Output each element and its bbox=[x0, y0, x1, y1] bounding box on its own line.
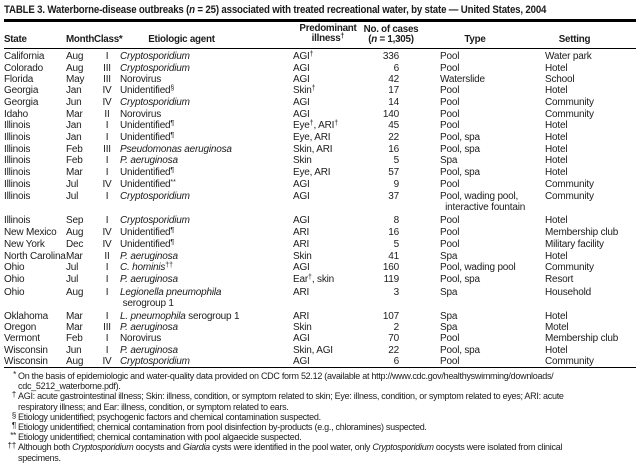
table-row bbox=[4, 109, 636, 120]
cell-setting: Hotel bbox=[545, 250, 568, 262]
cell-cases: 336 bbox=[382, 50, 399, 62]
cell-month: Jul bbox=[66, 274, 79, 286]
cell-type: Spa bbox=[440, 322, 458, 334]
table-body bbox=[4, 48, 636, 367]
cell-cases: 9 bbox=[393, 178, 399, 190]
cell-illness: Skin bbox=[293, 322, 312, 334]
cell-cases: 140 bbox=[382, 108, 399, 120]
cell-illness: Eye, ARI bbox=[293, 131, 331, 143]
cell-cases: 5 bbox=[393, 238, 399, 250]
cell-type: Pool bbox=[440, 333, 460, 345]
cell-setting: Hotel bbox=[545, 344, 568, 356]
cell-state: Vermont bbox=[4, 333, 40, 345]
cell-state: Illinois bbox=[4, 215, 31, 227]
footnote bbox=[5, 422, 636, 432]
cell-state: Illinois bbox=[4, 178, 31, 190]
cell-illness: Eye†, ARI† bbox=[293, 119, 339, 131]
cell-type: Pool bbox=[440, 178, 460, 190]
table-row bbox=[4, 48, 636, 63]
footnotes bbox=[5, 371, 636, 463]
cell-cases: 57 bbox=[388, 166, 399, 178]
cell-setting: Community bbox=[545, 355, 594, 367]
cell-class: IV bbox=[102, 355, 112, 367]
cell-class: I bbox=[105, 119, 109, 131]
cell-class: III bbox=[103, 73, 111, 85]
cell-type: Pool bbox=[440, 50, 460, 62]
cell-class: I bbox=[105, 50, 109, 62]
cell-state: North Carolina bbox=[4, 250, 66, 262]
cell-agent: Cryptosporidium bbox=[120, 190, 190, 202]
cell-cases: 14 bbox=[388, 97, 399, 109]
table-header bbox=[4, 22, 636, 49]
cell-class: II bbox=[104, 108, 110, 120]
cell-class: I bbox=[105, 155, 109, 167]
cell-class: I bbox=[105, 131, 109, 143]
cell-cases: 6 bbox=[393, 355, 399, 367]
table-row bbox=[4, 132, 636, 144]
cell-month: Jan bbox=[66, 119, 82, 131]
footnote-text: Although both Cryptosporidium oocysts and Giardia cysts were identified in the pool water, only Cryptosporidium oocysts were isolated from clinical specimens. bbox=[18, 442, 563, 463]
table-row bbox=[4, 85, 636, 97]
table-row bbox=[4, 120, 636, 132]
column-header-state: State bbox=[4, 22, 66, 49]
footnote bbox=[5, 412, 636, 422]
cell-agent: P. aeruginosa bbox=[120, 155, 178, 167]
table-row bbox=[4, 311, 636, 322]
cell-month: Aug bbox=[66, 62, 84, 74]
cell-setting: Membership club bbox=[545, 333, 619, 345]
table-row bbox=[4, 287, 636, 311]
cell-month: Jan bbox=[66, 85, 82, 97]
column-header-type: Type bbox=[419, 22, 531, 49]
footnote bbox=[5, 371, 636, 391]
cell-type: Pool bbox=[440, 108, 460, 120]
table-row bbox=[4, 215, 636, 226]
cell-class: I bbox=[105, 344, 109, 356]
cell-illness: Ear†, skin bbox=[293, 274, 335, 286]
cell-setting: School bbox=[545, 73, 575, 85]
cell-setting: Hotel bbox=[545, 215, 568, 227]
cell-state: Illinois bbox=[4, 190, 31, 202]
column-header-no-of-cases: No. of cases (n = 1,305) bbox=[363, 22, 419, 49]
cell-month: Aug bbox=[66, 286, 84, 298]
cell-setting: Hotel bbox=[545, 310, 568, 322]
cell-state: New Mexico bbox=[4, 226, 57, 238]
cell-illness: ARI bbox=[293, 310, 310, 322]
cell-cases: 37 bbox=[388, 190, 399, 202]
cell-agent: Unidentified** bbox=[120, 178, 176, 190]
cell-cases: 119 bbox=[383, 274, 399, 286]
cell-setting: Hotel bbox=[545, 144, 568, 156]
cell-illness: AGI bbox=[293, 333, 310, 345]
cell-type: Pool, wading pool bbox=[440, 262, 516, 274]
cell-setting: Membership club bbox=[545, 226, 619, 238]
cell-agent: P. aeruginosa bbox=[120, 344, 178, 356]
cell-agent: Legionella pneumophila serogroup 1 bbox=[120, 286, 222, 309]
cell-type: Pool bbox=[440, 119, 460, 131]
table-row bbox=[4, 191, 636, 215]
cell-cases: 22 bbox=[388, 131, 399, 143]
cell-state: Illinois bbox=[4, 119, 31, 131]
cell-setting: Motel bbox=[545, 322, 569, 334]
cell-agent: C. hominis†† bbox=[120, 262, 174, 274]
cell-setting: Hotel bbox=[545, 119, 568, 131]
table-row bbox=[4, 262, 636, 274]
cell-type: Pool, spa bbox=[440, 274, 480, 286]
cell-agent: Norovirus bbox=[120, 108, 161, 120]
cell-class: III bbox=[103, 144, 111, 156]
cell-state: Illinois bbox=[4, 131, 31, 143]
cell-setting: Community bbox=[545, 178, 594, 190]
footnote-marker: § bbox=[11, 410, 16, 420]
cell-agent: Norovirus bbox=[120, 333, 161, 345]
cell-setting: Water park bbox=[545, 50, 592, 62]
cell-setting: Household bbox=[545, 286, 592, 298]
cell-type: Pool, spa bbox=[440, 144, 480, 156]
cell-type: Pool bbox=[440, 215, 460, 227]
table-row bbox=[4, 251, 636, 262]
footnote bbox=[5, 391, 636, 411]
cell-type: Pool bbox=[440, 85, 460, 97]
cell-month: Jun bbox=[66, 344, 82, 356]
footnote-marker: * bbox=[13, 369, 16, 379]
cell-month: Mar bbox=[66, 322, 83, 334]
footnote-marker: ** bbox=[10, 431, 16, 441]
cell-month: Mar bbox=[66, 310, 83, 322]
cell-class: I bbox=[105, 286, 109, 298]
cell-agent: Unidentified¶ bbox=[120, 226, 175, 238]
cell-agent: Cryptosporidium bbox=[120, 215, 190, 227]
cell-state: Wisconsin bbox=[4, 355, 48, 367]
cell-class: I bbox=[105, 310, 109, 322]
table-row bbox=[4, 239, 636, 251]
cell-setting: Hotel bbox=[545, 131, 568, 143]
cell-illness: AGI bbox=[293, 262, 310, 274]
cell-illness: Skin† bbox=[293, 85, 316, 97]
cell-type: Spa bbox=[440, 155, 458, 167]
table-title: TABLE 3. Waterborne-disease outbreaks (n = 25) associated with treated recreational water, by state — United States, 2004 bbox=[4, 4, 547, 16]
table-row bbox=[4, 74, 636, 85]
cell-state: New York bbox=[4, 238, 45, 250]
cell-class: I bbox=[105, 215, 109, 227]
footnote-text: On the basis of epidemiologic and water-quality data provided on CDC form 52.12 (available at http://www.cdc.gov/healthyswimming/downloads/ cdc_5212_waterborne.pdf). bbox=[18, 370, 554, 392]
cell-agent: Unidentified¶ bbox=[120, 238, 175, 250]
column-header-etiologic-agent: Etiologic agent bbox=[120, 22, 285, 49]
cell-state: Illinois bbox=[4, 144, 31, 156]
cell-class: IV bbox=[102, 226, 112, 238]
cell-illness: ARI bbox=[293, 286, 310, 298]
cell-agent: P. aeruginosa bbox=[120, 274, 178, 286]
cell-type: Waterslide bbox=[440, 73, 485, 85]
table-row bbox=[4, 227, 636, 239]
footnote bbox=[5, 442, 636, 462]
cell-illness: AGI bbox=[293, 97, 310, 109]
cell-month: Aug bbox=[66, 355, 84, 367]
cell-setting: Hotel bbox=[545, 85, 568, 97]
cell-class: III bbox=[103, 62, 111, 74]
footnote-marker: †† bbox=[7, 441, 16, 451]
cell-class: I bbox=[105, 190, 109, 202]
cell-agent: P. aeruginosa bbox=[120, 322, 178, 334]
cell-month: Jul bbox=[66, 178, 79, 190]
cell-state: Illinois bbox=[4, 166, 31, 178]
footnote-marker: † bbox=[11, 390, 16, 400]
cell-cases: 6 bbox=[393, 62, 399, 74]
cell-type: Pool bbox=[440, 97, 460, 109]
column-header-predominant-illness: Predominant illness† bbox=[285, 22, 363, 49]
column-header-class: Class* bbox=[94, 22, 120, 49]
cell-state: Wisconsin bbox=[4, 344, 48, 356]
cell-class: I bbox=[105, 274, 109, 286]
cell-setting: Community bbox=[545, 262, 594, 274]
cell-month: Jul bbox=[66, 262, 79, 274]
cell-state: Illinois bbox=[4, 155, 31, 167]
cell-setting: Community bbox=[545, 108, 594, 120]
cell-month: May bbox=[66, 73, 85, 85]
cell-agent: Unidentified¶ bbox=[120, 166, 175, 178]
cell-month: Feb bbox=[66, 155, 83, 167]
column-header-month: Month bbox=[66, 22, 94, 49]
cell-setting: Hotel bbox=[545, 155, 568, 167]
cell-cases: 2 bbox=[393, 322, 399, 334]
cell-month: Mar bbox=[66, 166, 83, 178]
cell-state: Georgia bbox=[4, 85, 39, 97]
cell-illness: AGI bbox=[293, 355, 310, 367]
cell-agent: Unidentified§ bbox=[120, 85, 175, 97]
cell-class: IV bbox=[102, 178, 112, 190]
cell-agent: L. pneumophila serogroup 1 bbox=[120, 310, 240, 322]
cell-type: Spa bbox=[440, 286, 458, 298]
cell-type: Pool, spa bbox=[440, 131, 480, 143]
cell-illness: Skin, ARI bbox=[293, 144, 333, 156]
cell-month: Jan bbox=[66, 131, 82, 143]
cell-type: Spa bbox=[440, 310, 458, 322]
cell-type: Pool, spa bbox=[440, 344, 480, 356]
cell-setting: Resort bbox=[545, 274, 574, 286]
header-row bbox=[4, 22, 636, 49]
cell-type: Pool, spa bbox=[440, 166, 480, 178]
cell-cases: 17 bbox=[388, 85, 399, 97]
cell-setting: Community bbox=[545, 190, 594, 202]
cell-month: Aug bbox=[66, 226, 84, 238]
cell-cases: 16 bbox=[388, 144, 399, 156]
table-row bbox=[4, 179, 636, 191]
cell-agent: Unidentified¶ bbox=[120, 131, 175, 143]
cell-cases: 42 bbox=[388, 73, 399, 85]
cell-class: I bbox=[105, 166, 109, 178]
cell-illness: AGI bbox=[293, 73, 310, 85]
cell-state: Ohio bbox=[4, 286, 25, 298]
footnote-text: Etiology unidentified; chemical contamination from pool disinfection by-products (e.g., chloramines) suspected. bbox=[18, 422, 427, 432]
cell-cases: 8 bbox=[393, 215, 399, 227]
cell-type: Pool bbox=[440, 62, 460, 74]
footnote-text: Etiology unidentified; chemical contamination with pool algaecide suspected. bbox=[18, 432, 302, 443]
cell-setting: Military facility bbox=[545, 238, 604, 250]
column-header-setting: Setting bbox=[531, 22, 636, 49]
cell-cases: 3 bbox=[393, 286, 399, 298]
cell-month: Aug bbox=[66, 50, 84, 62]
cell-class: I bbox=[105, 262, 109, 274]
cell-state: Colorado bbox=[4, 62, 43, 74]
cell-cases: 45 bbox=[388, 119, 399, 131]
cell-illness: ARI bbox=[293, 238, 310, 250]
footnote-text: AGI: acute gastrointestinal illness; Skin: illness, condition, or symptom related to skin; Eye: illness, condition, or symptom related to eyes; ARI: acute respiratory illness; and Ear: illness, condition, or symptom related to ears. bbox=[18, 391, 564, 412]
cell-type: Pool bbox=[440, 226, 460, 238]
footnote-text: Etiology unidentified; psychogenic factors and chemical contamination suspected. bbox=[18, 411, 321, 422]
cell-class: III bbox=[103, 322, 111, 334]
cell-agent: Unidentified¶ bbox=[120, 119, 175, 131]
cell-agent: Cryptosporidium bbox=[120, 355, 190, 367]
table-row bbox=[4, 356, 636, 368]
cell-illness: Skin bbox=[293, 250, 312, 262]
table-row bbox=[4, 63, 636, 74]
cell-setting: Hotel bbox=[545, 166, 568, 178]
outbreaks-table bbox=[4, 22, 636, 368]
cell-class: II bbox=[104, 250, 110, 262]
cell-state: Ohio bbox=[4, 274, 25, 286]
cell-cases: 70 bbox=[388, 333, 399, 345]
table-row bbox=[4, 322, 636, 333]
cell-month: Mar bbox=[66, 108, 83, 120]
cell-cases: 16 bbox=[388, 226, 399, 238]
cell-illness: AGI bbox=[293, 190, 310, 202]
cell-class: IV bbox=[102, 97, 112, 109]
cell-state: Oklahoma bbox=[4, 310, 48, 322]
cell-month: Feb bbox=[66, 333, 83, 345]
cell-state: Florida bbox=[4, 73, 34, 85]
cell-illness: AGI bbox=[293, 178, 310, 190]
table-row bbox=[4, 333, 636, 344]
cell-cases: 160 bbox=[382, 262, 399, 274]
cell-month: Sep bbox=[66, 215, 84, 227]
footnote bbox=[5, 432, 636, 442]
table-row bbox=[4, 144, 636, 155]
footnote-marker: ¶ bbox=[11, 421, 16, 430]
table-row bbox=[4, 274, 636, 286]
cell-illness: Skin bbox=[293, 155, 312, 167]
cell-state: Oregon bbox=[4, 322, 37, 334]
cell-class: IV bbox=[102, 238, 112, 250]
cell-agent: Cryptosporidium bbox=[120, 50, 190, 62]
cell-month: Mar bbox=[66, 250, 83, 262]
cell-setting: Hotel bbox=[545, 62, 568, 74]
cell-cases: 5 bbox=[393, 155, 399, 167]
table-row bbox=[4, 97, 636, 108]
cell-month: Feb bbox=[66, 144, 83, 156]
cell-cases: 22 bbox=[388, 344, 399, 356]
cell-cases: 107 bbox=[382, 310, 399, 322]
cell-illness: AGI bbox=[293, 108, 310, 120]
cell-month: Jul bbox=[66, 190, 79, 202]
cell-agent: P. aeruginosa bbox=[120, 250, 178, 262]
cell-month: Jun bbox=[66, 97, 82, 109]
cell-type: Pool bbox=[440, 238, 460, 250]
cell-illness: Skin, AGI bbox=[293, 344, 333, 356]
cell-class: I bbox=[105, 333, 109, 345]
cell-cases: 41 bbox=[388, 250, 399, 262]
cell-type: Pool bbox=[440, 355, 460, 367]
cell-state: California bbox=[4, 50, 45, 62]
cell-state: Idaho bbox=[4, 108, 29, 120]
cell-type: Pool, wading pool, interactive fountain bbox=[440, 190, 526, 214]
cell-setting: Community bbox=[545, 97, 594, 109]
cell-state: Georgia bbox=[4, 97, 39, 109]
cell-illness: AGI† bbox=[293, 50, 314, 62]
cell-agent: Cryptosporidium bbox=[120, 62, 190, 74]
cell-agent: Cryptosporidium bbox=[120, 97, 190, 109]
cell-type: Spa bbox=[440, 250, 458, 262]
cell-illness: AGI bbox=[293, 215, 310, 227]
cell-agent: Norovirus bbox=[120, 73, 161, 85]
cell-illness: ARI bbox=[293, 226, 310, 238]
table-row bbox=[4, 345, 636, 356]
table-row bbox=[4, 167, 636, 179]
cell-illness: AGI bbox=[293, 62, 310, 74]
cell-month: Dec bbox=[66, 238, 84, 250]
cell-illness: Eye, ARI bbox=[293, 166, 331, 178]
cell-class: IV bbox=[102, 85, 112, 97]
cell-agent: Pseudomonas aeruginosa bbox=[120, 144, 232, 156]
cell-state: Ohio bbox=[4, 262, 25, 274]
table-row bbox=[4, 155, 636, 166]
